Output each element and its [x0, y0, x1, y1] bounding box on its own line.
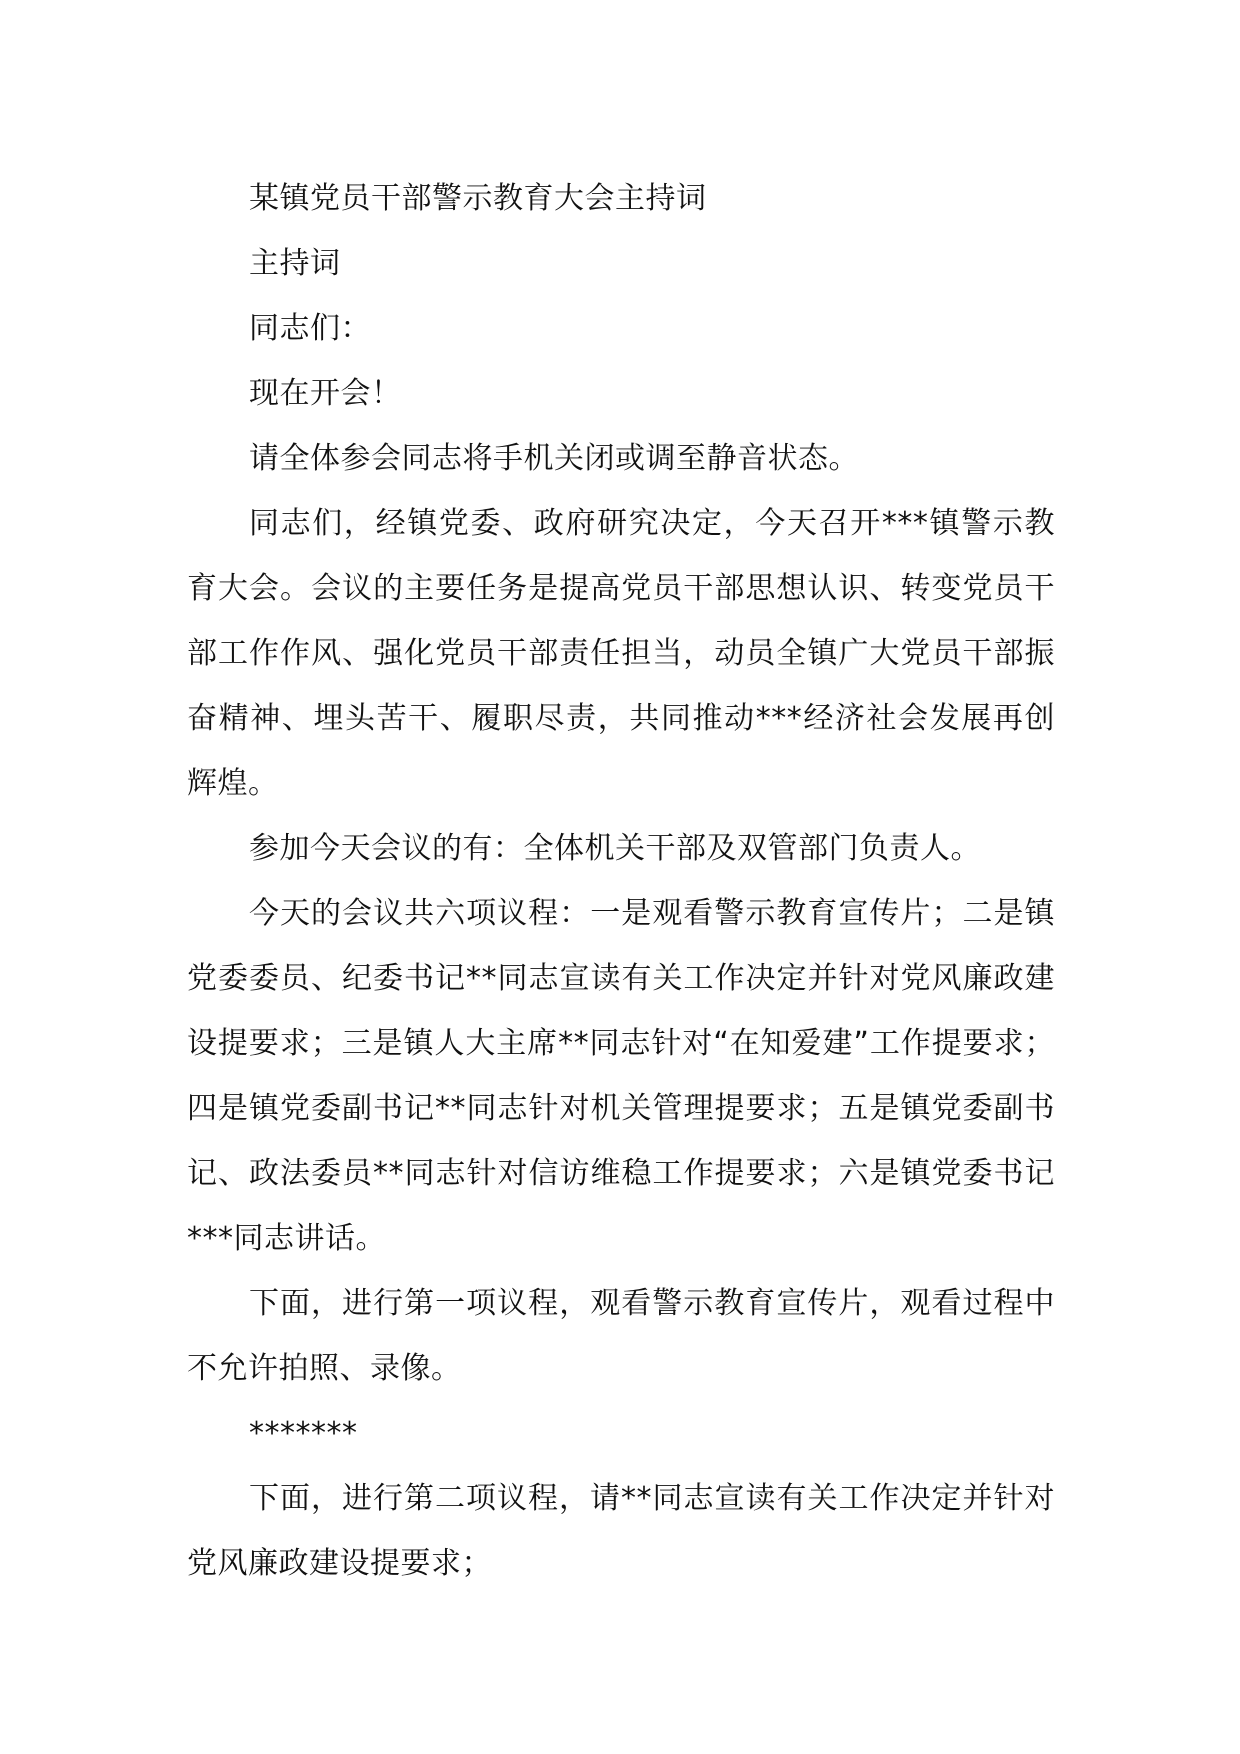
- paragraph: 下面，进行第一项议程，观看警示教育宣传片，观看过程中不允许拍照、录像。: [187, 1286, 1055, 1386]
- document-title: 某镇党员干部警示教育大会主持词: [249, 181, 707, 216]
- document-body: [187, 166, 1055, 1596]
- paragraph: 下面，进行第二项议程，请**同志宣读有关工作决定并针对党风廉政建设提要求；: [187, 1481, 1055, 1581]
- paragraph: 现在开会！: [249, 376, 402, 411]
- paragraph: 同志们：: [249, 311, 371, 346]
- document-subtitle: 主持词: [249, 246, 341, 281]
- paragraph: 参加今天会议的有：全体机关干部及双管部门负责人。: [249, 831, 981, 866]
- separator-line: *******: [249, 1416, 358, 1451]
- paragraph: 请全体参会同志将手机关闭或调至静音状态。: [249, 441, 859, 476]
- paragraph: 今天的会议共六项议程：一是观看警示教育宣传片；二是镇党委委员、纪委书记**同志宣读有关工作决定并针对党风廉政建设提要求；三是镇人大主席**同志针对“在知爱建”工作提要求；四是镇党委副书记**同志针对机关管理提要求；五是镇党委副书记、政法委员**同志针对信访维稳工作提要求；六是镇党委书记***同志讲话。: [187, 896, 1055, 1256]
- paragraph: 同志们，经镇党委、政府研究决定，今天召开***镇警示教育大会。会议的主要任务是提高党员干部思想认识、转变党员干部工作作风、强化党员干部责任担当，动员全镇广大党员干部振奋精神、埋头苦干、履职尽责，共同推动***经济社会发展再创辉煌。: [187, 506, 1055, 801]
